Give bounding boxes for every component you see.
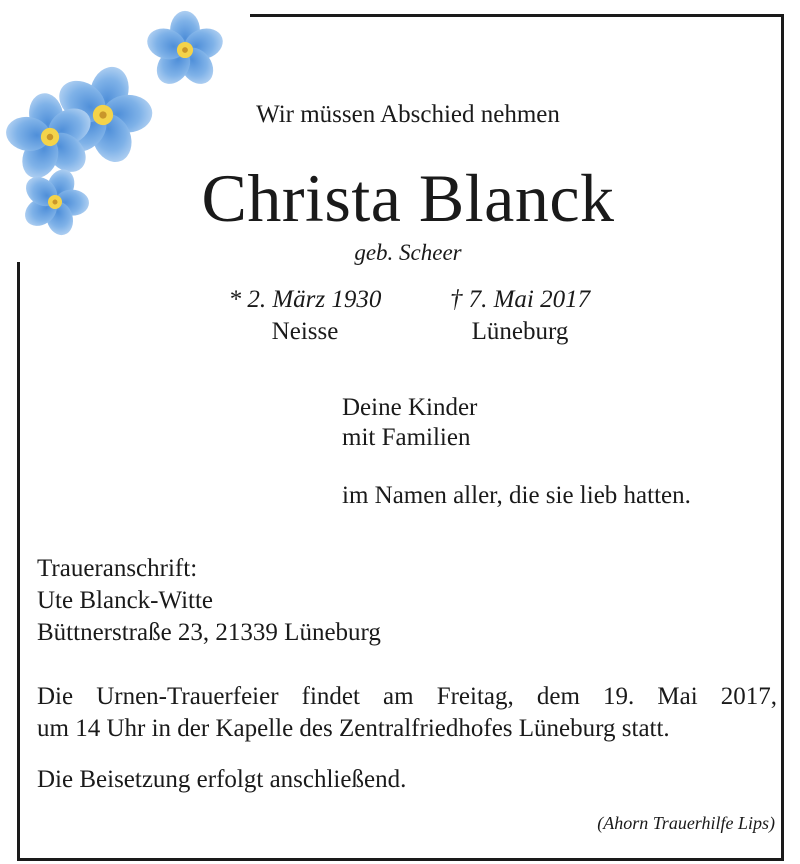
- ceremony-line-2: um 14 Uhr in der Kapelle des Zentralfriedhofes Lüneburg statt.: [37, 715, 670, 742]
- death-date: † 7. Mai 2017: [449, 286, 591, 313]
- mourners-line-2: mit Familien: [342, 424, 471, 451]
- ceremony-info: [37, 681, 777, 745]
- frame-border-right: [781, 14, 784, 861]
- address-street: Büttnerstraße 23, 21339 Lüneburg: [37, 619, 381, 646]
- mourners-family: [342, 393, 477, 453]
- intro-text: Wir müssen Abschied nehmen: [256, 101, 560, 128]
- death-place: Lüneburg: [471, 318, 569, 345]
- flower-top-right: [143, 11, 227, 91]
- deceased-name: Christa Blanck: [201, 160, 615, 236]
- frame-border-bottom: [17, 858, 784, 861]
- frame-border-left: [17, 262, 20, 861]
- address-name: Ute Blanck-Witte: [37, 587, 214, 614]
- death-info: [405, 286, 635, 346]
- mourners-line-3: im Namen aller, die sie lieb hatten.: [342, 482, 691, 509]
- burial-info: Die Beisetzung erfolgt anschließend.: [37, 766, 407, 793]
- mourners-line-1: Deine Kinder: [342, 394, 478, 421]
- birth-date: * 2. März 1930: [228, 286, 382, 313]
- birth-place: Neisse: [271, 318, 339, 345]
- undertaker-credit: (Ahorn Trauerhilfe Lips): [597, 813, 775, 833]
- birth-name: geb. Scheer: [354, 240, 462, 265]
- frame-border-top: [250, 14, 784, 17]
- birth-info: [190, 286, 420, 346]
- mourning-address: [37, 553, 381, 649]
- ceremony-line-1: Die Urnen-Trauerfeier findet am Freitag, dem 19. Mai 2017,: [37, 683, 777, 710]
- address-label: Traueranschrift:: [37, 555, 198, 582]
